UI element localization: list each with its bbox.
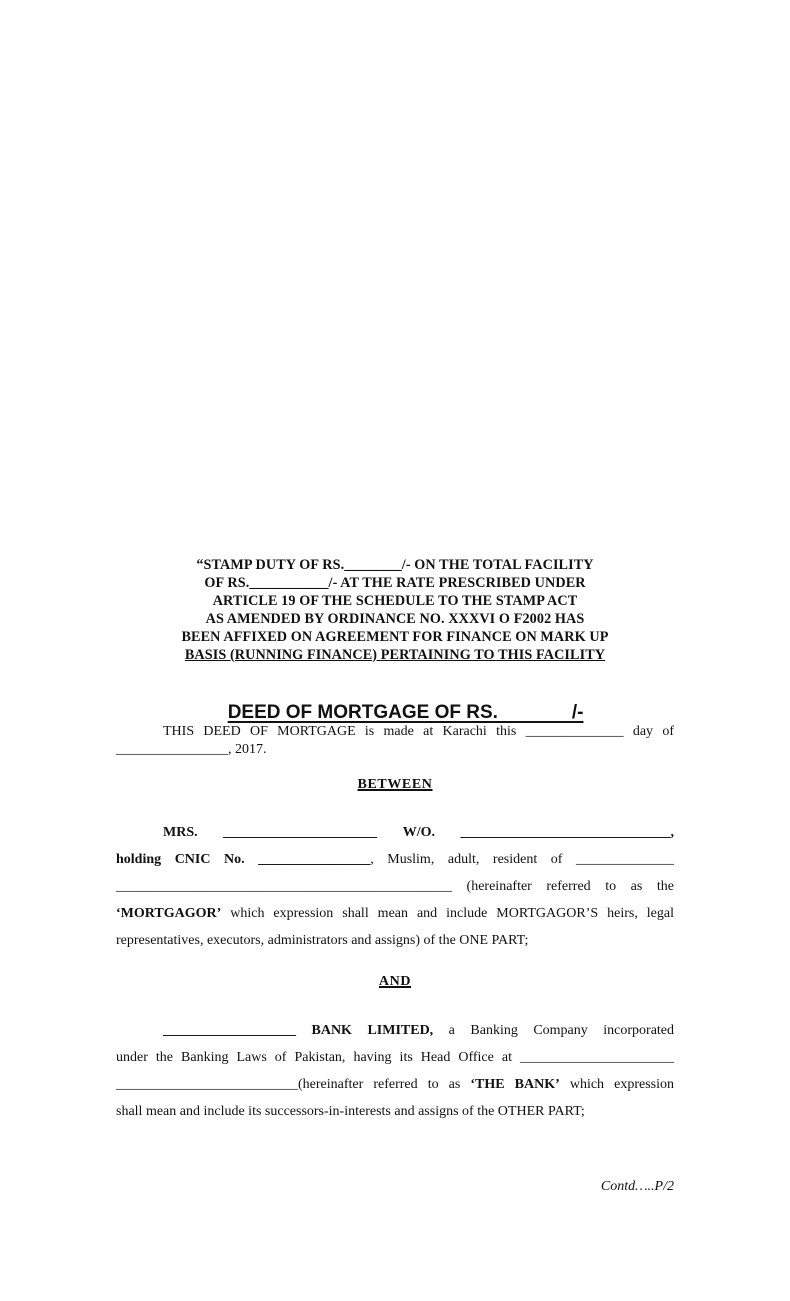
stamp-line-1: “STAMP DUTY OF RS.________/- ON THE TOTAL FACILITY xyxy=(196,557,594,573)
bank-limited-label: BANK LIMITED, xyxy=(311,1023,434,1038)
wo-name-blank: ______________________________, xyxy=(460,825,674,840)
bank-hereinafter: (hereinafter referred to as xyxy=(298,1077,471,1092)
cnic-blank: ________________ xyxy=(258,852,371,867)
mortgagor-desc: which expression shall mean and include MORTGAGOR’S heirs, legal xyxy=(221,906,674,921)
document-title-text: DEED OF MORTGAGE OF RS. /- xyxy=(227,702,584,723)
and-heading-text: AND xyxy=(378,974,412,989)
stamp-line-5: BEEN AFFIXED ON AGREEMENT FOR FINANCE ON MARK UP xyxy=(181,628,609,645)
bank-line-1 xyxy=(116,1017,674,1044)
mortgagor-paragraph xyxy=(116,819,674,954)
mortgagor-line-2 xyxy=(116,846,674,873)
bank-line-2: under the Banking Laws of Pakistan, having its Head Office at ______________________ xyxy=(116,1050,674,1065)
intro-line-1: THIS DEED OF MORTGAGE is made at Karachi this ______________ day of xyxy=(163,724,674,739)
mortgagor-term: ‘MORTGAGOR’ xyxy=(116,906,222,921)
mortgagor-line-5: representatives, executors, administrators and assigns) of the ONE PART; xyxy=(116,933,529,948)
and-heading xyxy=(116,974,674,990)
between-heading xyxy=(116,777,674,793)
stamp-duty-notice xyxy=(150,557,640,664)
mrs-name-blank: ______________________ xyxy=(223,825,378,840)
intro-paragraph xyxy=(116,723,674,759)
bank-desc: a Banking Company incorporated xyxy=(433,1023,675,1038)
mortgagor-line-1 xyxy=(116,819,674,846)
stamp-line-3: ARTICLE 19 OF THE SCHEDULE TO THE STAMP ACT xyxy=(212,592,578,609)
hereinafter-text: (hereinafter referred to as the xyxy=(452,879,674,894)
address-blank: ________________________________________________ xyxy=(116,879,452,894)
bank-expression: which expression xyxy=(559,1077,674,1092)
continuation-note: Contd…..P/2 xyxy=(600,1179,674,1194)
mrs-label: MRS. xyxy=(163,825,198,840)
bank-paragraph xyxy=(116,1017,674,1125)
mortgagor-line-3 xyxy=(116,873,674,900)
bank-line-3 xyxy=(116,1071,674,1098)
stamp-line-4: AS AMENDED BY ORDINANCE NO. XXXVI O F2002 HAS xyxy=(205,610,585,627)
bank-line-4: shall mean and include its successors-in-interests and assigns of the OTHER PART; xyxy=(116,1104,585,1119)
mortgagor-line-4 xyxy=(116,900,674,927)
resident-text: , Muslim, adult, resident of ______________ xyxy=(370,852,675,867)
intro-line-2: ________________, 2017. xyxy=(116,742,267,757)
bank-name-blank: ___________________ xyxy=(163,1023,296,1038)
cnic-label: holding CNIC No. xyxy=(116,852,245,867)
wo-label: W/O. xyxy=(402,825,435,840)
head-office-blank: __________________________ xyxy=(116,1077,298,1092)
stamp-line-2: OF RS.___________/- AT THE RATE PRESCRIBED UNDER xyxy=(204,574,586,591)
between-heading-text: BETWEEN xyxy=(357,777,433,792)
stamp-line-6: BASIS (RUNNING FINANCE) PERTAINING TO THIS FACILITY xyxy=(184,646,606,663)
bank-term: ‘THE BANK’ xyxy=(470,1077,560,1092)
